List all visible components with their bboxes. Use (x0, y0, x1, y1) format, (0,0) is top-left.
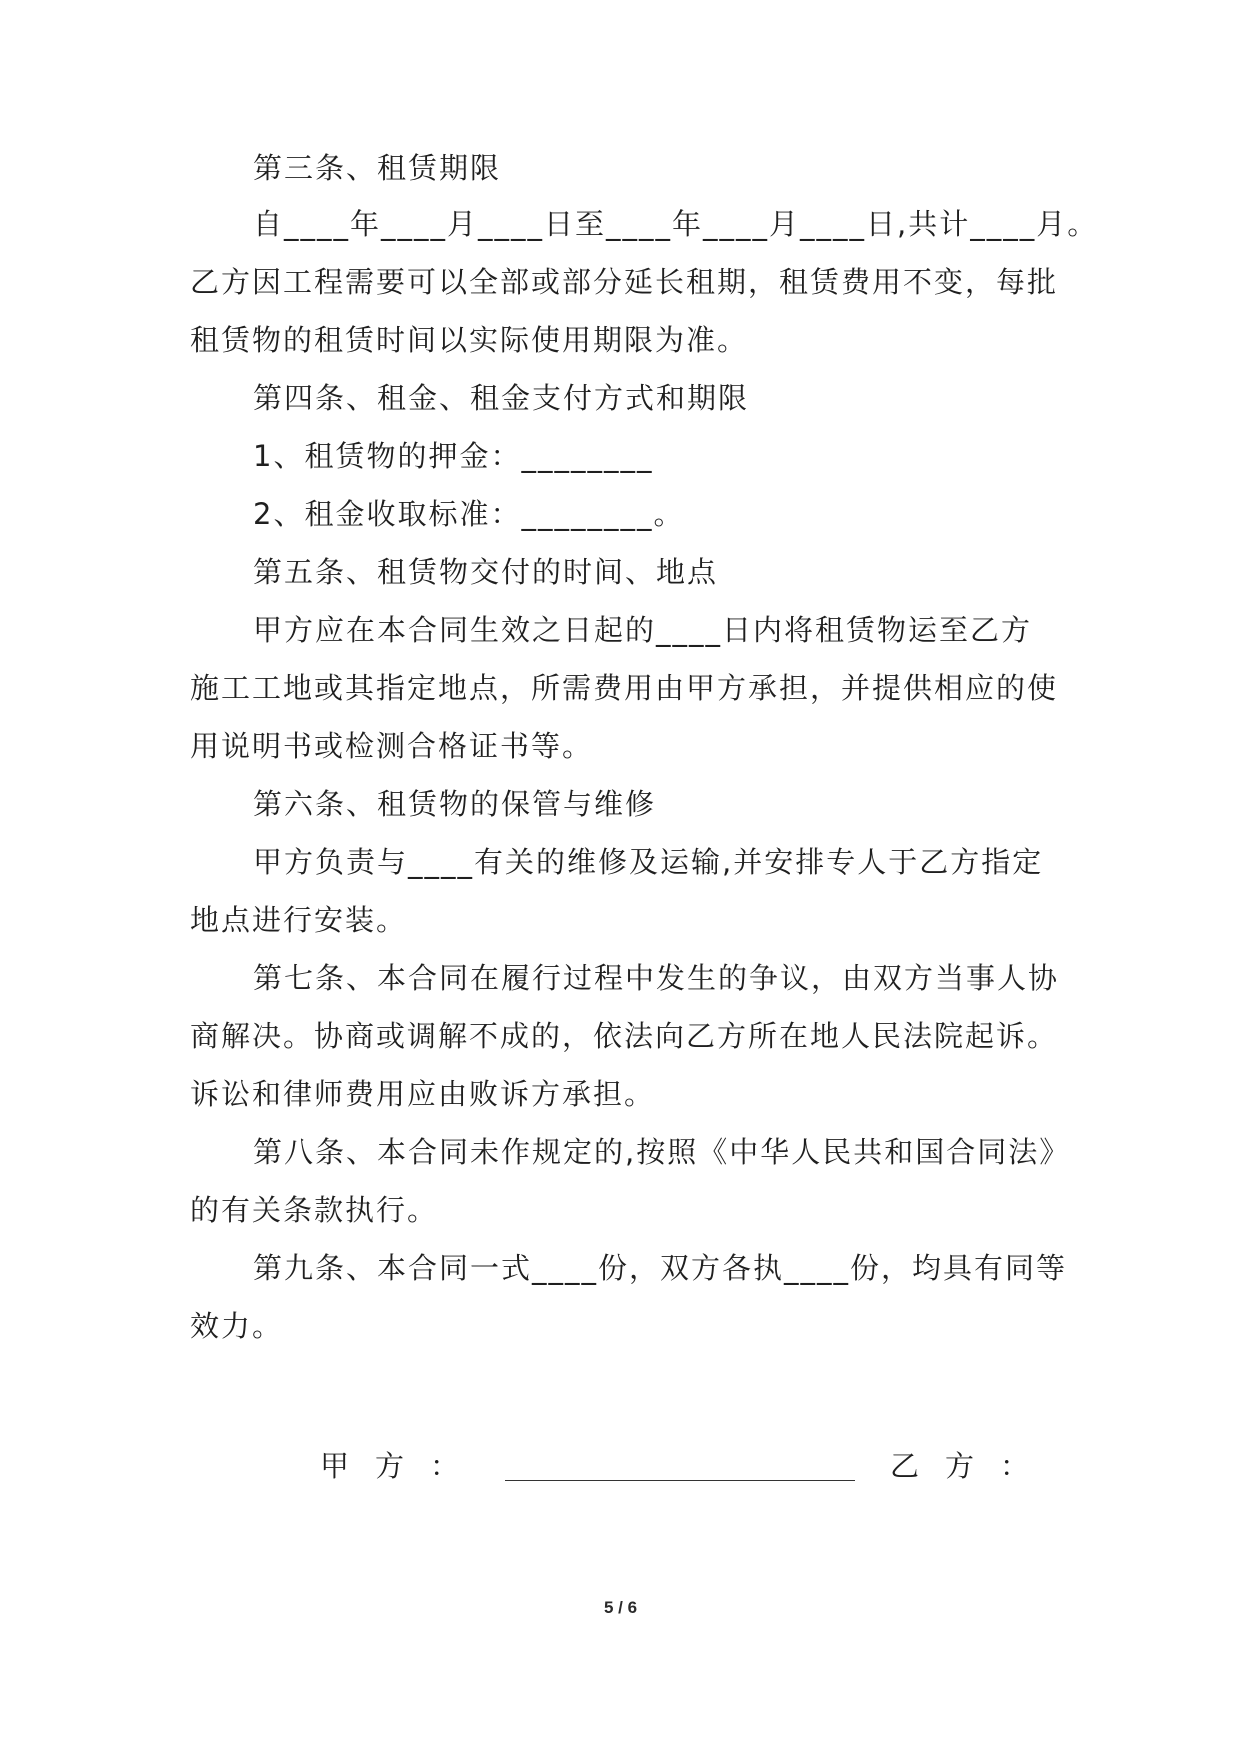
party-a-signature-line (505, 1480, 855, 1481)
paragraph-text: 用说明书或检测合格证书等。 (190, 729, 594, 763)
article-7-paragraph: 第七条、本合同在履行过程中发生的争议，由双方当事人协 (253, 961, 1060, 995)
article-9-paragraph: 第九条、本合同一式____份，双方各执____份，均具有同等 (253, 1251, 1068, 1285)
paragraph-text: 商解决。协商或调解不成的，依法向乙方所在地人民法院起诉。 (190, 1019, 1059, 1053)
paragraph-text: 乙方因工程需要可以全部或部分延长租期，租赁费用不变，每批 (190, 265, 1059, 299)
article-4-heading: 第四条、租金、租金支付方式和期限 (253, 381, 750, 415)
paragraph-text: 的有关条款执行。 (190, 1193, 439, 1227)
paragraph-text: 甲方应在本合同生效之日起的____日内将租赁物运至乙方 (253, 613, 1033, 647)
paragraph-text: 施工工地或其指定地点，所需费用由甲方承担，并提供相应的使 (190, 671, 1059, 705)
paragraph-text: 租赁物的租赁时间以实际使用期限为准。 (190, 323, 749, 357)
paragraph-text: 地点进行安装。 (190, 903, 408, 937)
page-number: 5 / 6 (603, 1598, 638, 1617)
article-3-heading: 第三条、租赁期限 (253, 151, 502, 185)
article-6-heading: 第六条、租赁物的保管与维修 (253, 787, 657, 821)
paragraph-text: 效力。 (190, 1309, 284, 1343)
paragraph-text: 诉讼和律师费用应由败诉方承担。 (190, 1077, 656, 1111)
paragraph-text: 自____年____月____日至____年____月____日,共计____月。 (253, 207, 1099, 241)
paragraph-text: 甲方负责与____有关的维修及运输,并安排专人于乙方指定 (253, 845, 1044, 879)
party-b-label: 乙方： (890, 1449, 1056, 1483)
article-8-paragraph: 第八条、本合同未作规定的,按照《中华人民共和国合同法》 (253, 1135, 1071, 1169)
article-5-heading: 第五条、租赁物交付的时间、地点 (253, 555, 719, 589)
paragraph-text: 1、租赁物的押金：________ (253, 439, 654, 473)
party-a-label: 甲方： (320, 1449, 486, 1483)
paragraph-text: 2、租金收取标准：________。 (253, 497, 685, 531)
